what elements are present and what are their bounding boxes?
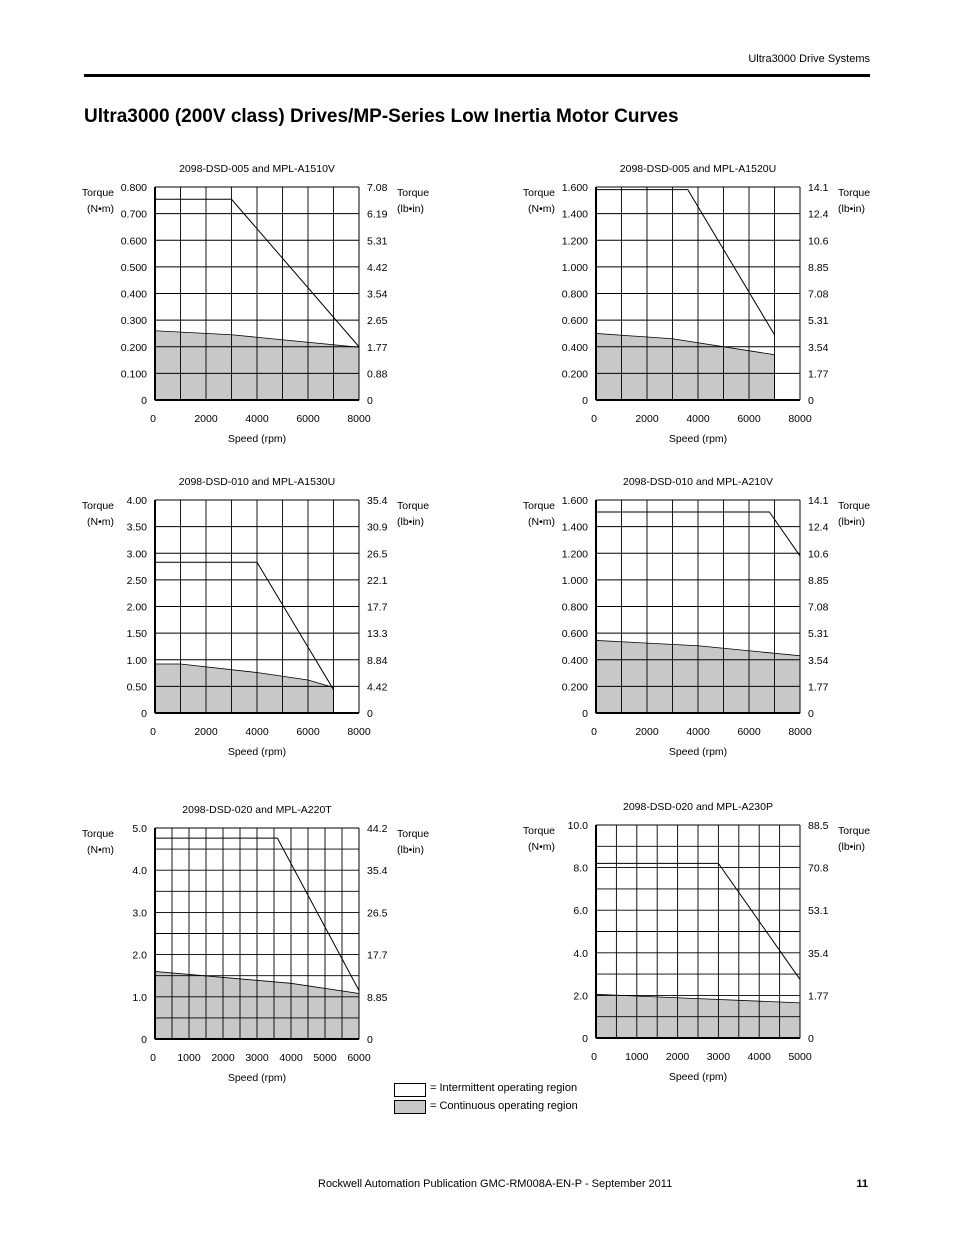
chart-5-x-tick-label: 2000 [211,1052,235,1064]
legend-intermittent-swatch [394,1083,426,1097]
chart-2-y-tick-label: 1.600 [561,182,588,194]
chart-4-y2-tick-label: 1.77 [808,681,829,694]
chart-4-x-tick-label: 8000 [788,726,812,738]
chart-3-y2-axis-unit: (lb•in) [397,516,425,528]
chart-4-y2-tick-label: 8.85 [808,574,829,587]
chart-2-y2-tick-label: 8.85 [808,261,829,274]
chart-4-x-tick-label: 2000 [635,726,659,738]
chart-2-continuous-region [596,333,775,400]
chart-3-x-axis-label: Speed (rpm) [227,746,287,758]
chart-6-y2-tick-label: 70.8 [808,862,829,875]
chart-2-x-tick-label: 2000 [635,413,659,425]
chart-4-x-axis-label: Speed (rpm) [668,746,728,758]
chart-6-y-tick-label: 10.0 [567,820,588,832]
chart-3-y-tick-label: 3.00 [126,548,147,561]
chart-2-x-tick-label: 0 [591,413,597,425]
chart-3-y-tick-label: 4.00 [126,495,147,507]
chart-6-y-axis-unit: (N•m) [528,841,555,853]
chart-3-y-tick-label: 1.00 [126,654,147,667]
chart-4-y2-tick-label: 14.1 [808,495,829,507]
chart-1-y2-tick-label: 1.77 [367,341,388,354]
chart-2-title: 2098-DSD-005 and MPL-A1520U [619,163,777,175]
chart-6-x-tick-label: 4000 [747,1051,771,1063]
chart-6-x-tick-label: 1000 [625,1051,649,1063]
chart-6-y2-axis-label: Torque [838,825,871,837]
chart-5-y-tick-label: 2.0 [132,949,147,962]
chart-3-y2-tick-label: 35.4 [367,495,388,507]
chart-5-y-axis-unit: (N•m) [87,844,114,856]
chart-4-y-tick-label: 1.200 [561,548,588,561]
chart-2-y2-tick-label: 0 [808,395,814,407]
header-label: Ultra3000 Drive Systems [748,53,870,65]
chart-2-y-tick-label: 1.000 [561,261,588,274]
chart-4-y-tick-label: 1.000 [561,574,588,587]
footer-publication: Rockwell Automation Publication GMC-RM008A-EN-P - September 2011 [318,1178,673,1190]
chart-3-y-tick-label: 2.50 [126,574,147,587]
page-title: Ultra3000 (200V class) Drives/MP-Series Low Inertia Motor Curves [84,106,679,127]
chart-5-y-tick-label: 1.0 [132,991,147,1004]
chart-6-x-axis-label: Speed (rpm) [668,1071,728,1083]
chart-2-y2-tick-label: 10.6 [808,235,829,248]
chart-3-y2-tick-label: 0 [367,708,373,720]
chart-6-y2-tick-label: 1.77 [808,990,829,1003]
chart-5-y2-tick-label: 0 [367,1034,373,1046]
chart-4-y-tick-label: 1.400 [561,521,588,534]
chart-3-title: 2098-DSD-010 and MPL-A1530U [178,476,336,488]
chart-4-y-tick-label: 0.200 [561,681,588,694]
chart-6-x-tick-label: 5000 [788,1051,812,1063]
chart-1-y2-axis-unit: (lb•in) [397,203,425,215]
chart-2-y2-tick-label: 3.54 [808,341,829,354]
chart-3-y2-tick-label: 17.7 [367,601,388,614]
chart-5-y-tick-label: 3.0 [132,907,147,920]
chart-5-x-tick-label: 1000 [177,1052,201,1064]
chart-6-y-tick-label: 8.0 [573,862,588,875]
chart-5-y2-tick-label: 35.4 [367,865,388,878]
chart-6-title: 2098-DSD-020 and MPL-A230P [622,801,774,813]
chart-3-y2-tick-label: 26.5 [367,548,388,561]
chart-3-x-tick-label: 0 [150,726,156,738]
chart-5-y2-tick-label: 44.2 [367,823,388,835]
chart-2-x-tick-label: 8000 [788,413,812,425]
chart-1-y-tick-label: 0 [141,395,147,407]
chart-2-intermittent-line [596,190,775,335]
chart-2-y-tick-label: 1.200 [561,235,588,248]
chart-1-y-axis-label: Torque [81,187,114,199]
legend-continuous-label: = Continuous operating region [430,1100,578,1112]
chart-3-continuous-region [155,664,334,713]
chart-2-y-tick-label: 0.800 [561,288,588,301]
chart-6-y-tick-label: 2.0 [573,990,588,1003]
chart-5-x-tick-label: 0 [150,1052,156,1064]
chart-6-y-tick-label: 4.0 [573,947,588,960]
chart-5-x-tick-label: 3000 [245,1052,269,1064]
chart-2-x-axis-label: Speed (rpm) [668,433,728,445]
chart-6-y2-tick-label: 35.4 [808,947,829,960]
chart-5-y2-tick-label: 8.85 [367,991,388,1004]
chart-4-y2-tick-label: 7.08 [808,601,829,614]
chart-1-y-tick-label: 0.100 [120,368,147,381]
chart-3-y-tick-label: 0.50 [126,681,147,694]
chart-4-y2-axis-label: Torque [838,500,871,512]
chart-5-y-tick-label: 0 [141,1034,147,1046]
chart-2-x-tick-label: 6000 [737,413,761,425]
chart-6-y2-tick-label: 0 [808,1033,814,1045]
chart-3-x-tick-label: 8000 [347,726,371,738]
chart-3-y-axis-label: Torque [81,500,114,512]
chart-2-y2-tick-label: 7.08 [808,288,829,301]
chart-3-y2-tick-label: 13.3 [367,628,388,641]
chart-5-y2-tick-label: 26.5 [367,907,388,920]
chart-4-y2-tick-label: 0 [808,708,814,720]
chart-1-y-axis-unit: (N•m) [87,203,114,215]
chart-5-y2-axis-unit: (lb•in) [397,844,425,856]
chart-2-y2-axis-label: Torque [838,187,871,199]
chart-6-y2-tick-label: 88.5 [808,820,829,832]
chart-1-y2-tick-label: 7.08 [367,182,388,194]
chart-4-y2-tick-label: 5.31 [808,628,829,641]
chart-1-y2-tick-label: 0.88 [367,368,388,381]
legend-intermittent-label: = Intermittent operating region [430,1082,578,1094]
chart-3-y2-tick-label: 4.42 [367,681,388,694]
chart-1-y-tick-label: 0.500 [120,261,147,274]
chart-2-y2-tick-label: 14.1 [808,182,829,194]
chart-6-y2-tick-label: 53.1 [808,905,829,918]
chart-4-x-tick-label: 4000 [686,726,710,738]
chart-5-x-tick-label: 5000 [313,1052,337,1064]
chart-2-y-tick-label: 0 [582,395,588,407]
chart-2-x-tick-label: 4000 [686,413,710,425]
chart-3-y-tick-label: 3.50 [126,521,147,534]
chart-6-x-tick-label: 2000 [665,1051,690,1063]
chart-1-x-tick-label: 6000 [296,413,320,425]
chart-2-y2-tick-label: 12.4 [808,208,829,221]
chart-5-y2-tick-label: 17.7 [367,949,388,962]
chart-4-y-axis-label: Torque [522,500,555,512]
chart-5-y-axis-label: Torque [81,828,114,840]
chart-4-y2-axis-unit: (lb•in) [838,516,866,528]
chart-5-y2-axis-label: Torque [397,828,430,840]
chart-1-y-tick-label: 0.800 [120,182,147,194]
chart-5-x-tick-label: 4000 [279,1052,303,1064]
chart-4-y-axis-unit: (N•m) [528,516,555,528]
chart-1-y2-tick-label: 0 [367,395,373,407]
chart-3-y-axis-unit: (N•m) [87,516,114,528]
chart-1-title: 2098-DSD-005 and MPL-A1510V [179,163,335,175]
chart-1-x-tick-label: 4000 [245,413,269,425]
chart-1-y2-tick-label: 4.42 [367,261,388,274]
chart-1-x-tick-label: 0 [150,413,156,425]
chart-5-x-axis-label: Speed (rpm) [227,1072,287,1084]
chart-4-title: 2098-DSD-010 and MPL-A210V [622,476,774,488]
chart-1-x-tick-label: 8000 [347,413,371,425]
chart-2-y-axis-unit: (N•m) [528,203,555,215]
chart-1-y2-tick-label: 2.65 [367,315,388,328]
chart-3-x-tick-label: 6000 [296,726,320,738]
chart-2-y2-axis-unit: (lb•in) [838,203,866,215]
chart-1-y2-tick-label: 6.19 [367,208,388,221]
chart-4-y-tick-label: 0.400 [561,654,588,667]
chart-5-y-tick-label: 5.0 [132,823,147,835]
chart-4-y-tick-label: 0 [582,708,588,720]
chart-2-y-axis-label: Torque [522,187,555,199]
chart-4-y-tick-label: 0.800 [561,601,588,614]
chart-3-y2-tick-label: 22.1 [367,574,388,587]
chart-2-y2-tick-label: 1.77 [808,368,829,381]
chart-6-y2-axis-unit: (lb•in) [838,841,866,853]
chart-3-y2-tick-label: 8.84 [367,654,388,667]
chart-3-x-tick-label: 2000 [194,726,218,738]
chart-4-y2-tick-label: 12.4 [808,521,829,534]
chart-1-y-tick-label: 0.700 [120,208,147,221]
chart-6-y-tick-label: 6.0 [573,905,588,918]
chart-4-y-tick-label: 1.600 [561,495,588,507]
chart-1-y2-axis-label: Torque [397,187,430,199]
chart-5-y-tick-label: 4.0 [132,865,147,878]
footer-page-number: 11 [856,1178,868,1190]
chart-2-y2-tick-label: 5.31 [808,315,829,328]
chart-3-y-tick-label: 0 [141,708,147,720]
chart-6-x-tick-label: 0 [591,1051,597,1063]
chart-3-x-tick-label: 4000 [245,726,269,738]
chart-2-y-tick-label: 0.600 [561,315,588,328]
chart-3-y-tick-label: 1.50 [126,628,147,641]
chart-6-y-tick-label: 0 [582,1033,588,1045]
chart-3-y-tick-label: 2.00 [126,601,147,614]
chart-5-x-tick-label: 6000 [347,1052,371,1064]
chart-4-y2-tick-label: 10.6 [808,548,829,561]
chart-4-x-tick-label: 0 [591,726,597,738]
chart-2-y-tick-label: 0.200 [561,368,588,381]
chart-1-y-tick-label: 0.400 [120,288,147,301]
chart-6-y-axis-label: Torque [522,825,555,837]
chart-1-y-tick-label: 0.600 [120,235,147,248]
chart-1-x-axis-label: Speed (rpm) [227,433,287,445]
chart-1-y-tick-label: 0.300 [120,315,147,328]
legend-continuous-swatch [394,1100,426,1114]
chart-2-y-tick-label: 0.400 [561,341,588,354]
chart-1-x-tick-label: 2000 [194,413,218,425]
chart-1-y-tick-label: 0.200 [120,341,147,354]
chart-6-x-tick-label: 3000 [706,1051,731,1063]
chart-1-y2-tick-label: 3.54 [367,288,388,301]
chart-3-y2-tick-label: 30.9 [367,521,388,534]
chart-5-title: 2098-DSD-020 and MPL-A220T [182,804,332,816]
chart-4-y2-tick-label: 3.54 [808,654,829,667]
chart-2-y-tick-label: 1.400 [561,208,588,221]
chart-1-y2-tick-label: 5.31 [367,235,388,248]
chart-4-x-tick-label: 6000 [737,726,761,738]
chart-4-y-tick-label: 0.600 [561,628,588,641]
chart-3-y2-axis-label: Torque [397,500,430,512]
